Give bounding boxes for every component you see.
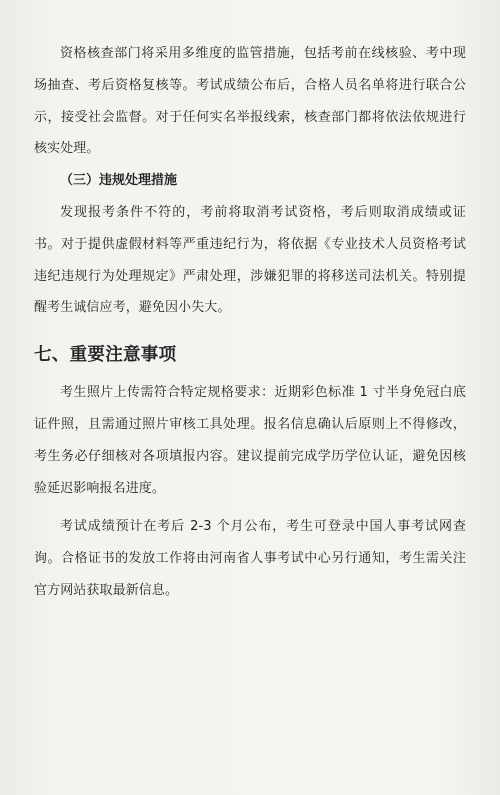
- paragraph-violation-handling: 发现报考条件不符的，考前将取消考试资格，考后则取消成绩或证书。对于提供虚假材料等严重违纪行为，将依据《专业技术人员资格考试违纪违规行为处理规定》严肃处理，涉嫌犯罪的将移送司法机关。特别提醒考生诚信应考，避免因小失大。: [34, 204, 466, 316]
- paragraph-supervision: 资格核查部门将采用多维度的监管措施，包括考前在线核验、考中现场抽查、考后资格复核等。考试成绩公布后，合格人员名单将进行联合公示，接受社会监督。对于任何实名举报线索，核查部门都将依法依规进行核实处理。: [34, 46, 466, 157]
- subheading-violation-handling: （三）违规处理措施: [60, 173, 178, 189]
- section-heading-important-notes: 七、重要注意事项: [34, 345, 177, 366]
- paragraph-photo-requirements: 考生照片上传需符合特定规格要求：近期彩色标准 1 寸半身免冠白底证件照，且需通过照片审核工具处理。报名信息确认后原则上不得修改，考生务必仔细核对各项填报内容。建议提前完成学历学位认证，避免因核验延迟影响报名进度。: [34, 385, 466, 496]
- paragraph-score-release: 考试成绩预计在考后 2-3 个月公布，考生可登录中国人事考试网查询。合格证书的发放工作将由河南省人事考试中心另行通知，考生需关注官方网站获取最新信息。: [34, 519, 466, 598]
